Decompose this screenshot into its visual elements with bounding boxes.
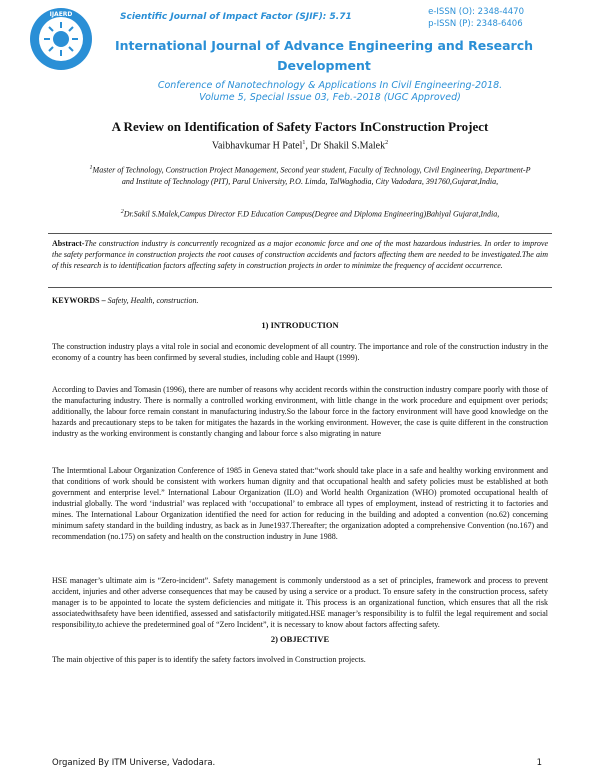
author-sep: , Dr Shakil S.Malek (305, 140, 386, 152)
abstract (52, 238, 548, 271)
journal-name (104, 36, 544, 76)
author-1-sup: 1 (302, 140, 306, 146)
aff-2-sup: 2 (120, 209, 124, 215)
page-number: 1 (536, 758, 542, 768)
sjif-impact-factor: Scientific Journal of Impact Factor (SJIF): 5.71 (120, 12, 352, 22)
issn-block (428, 6, 524, 30)
keywords-text: Safety, Health, construction. (105, 296, 199, 305)
aff-1-text: Master of Technology, Construction Project Management, Second year student, Faculty of Technology, Civil Engineering, Department-P and Institute of Technology (PIT), Parul University, P.O. Limda, TalWaghodia, City Vadodara, 391760,Gujarat,India, (92, 165, 531, 186)
intro-paragraph-1: The construction industry plays a vital role in social and economic development of all country. The importance and role of the construction industry in the economy of a country has been confirmed by several studies, including coble and Haupt (1999). (52, 342, 548, 362)
author-1: Vaibhavkumar H Patel (211, 140, 303, 152)
aff-2-text: Dr.Sakil S.Malek,Campus Director F.D Education Campus(Degree and Diploma Engineering)Bahiyal Gujarat,India, (123, 209, 500, 219)
conference-line1: Conference of Nanotechnology & Applications In Civil Engineering-2018. (157, 80, 503, 91)
section-heading-objective: 2) OBJECTIVE (270, 634, 330, 644)
journal-logo (28, 6, 94, 72)
keywords-label: KEYWORDS – (52, 296, 106, 305)
intro-paragraph-2: According to Davies and Tomasin (1996), there are number of reasons why accident records within the construction industry compare poorly with those of the manufacturing industry. There is normally a controlled working environment, with little change in the work procedure and equipment over periods; additionally, the labour force remain constant in manufacturing industry.So the labour force in the factory environment will have good knowledge on the hazards and precautionary steps to be taken for mitigates the hazards in the working environment. However, the case is quite different in the construction industry as the working environment is constantly changing and labour force s also migrating in nature (52, 385, 548, 438)
abstract-text: The construction industry is concurrently recognized as a major economic force and one of the most hazardous industries. In order to improve the safety performance in construction projects the root causes of construction accidents and factors affecting them are needed to be investigated.The aim of this research is to identification factors affecting safety in construction projects in order to minimize the frequency of accident occurrence. (52, 239, 548, 270)
journal-name-line1: International Journal of Advance Engineering and Research (114, 38, 534, 53)
intro-paragraph-4: HSE manager’s ultimate aim is “Zero-incident”. Safety management is commonly understood as a set of principles, framework and process to prevent accident, injuries and other adverse consequences that may be caused by using a service or a product. To ensure safety in the construction process, safety manager is to be appointed to locate the system deficiencies and mitigate it. This process is an organizational function, which ensures that all the risk associatedwithsafety have been identified, assessed and satisfactorily mitigated.HSE manager’s responsibility is to fulfil the legal requirement and social responsibility,to achieve the predetermined goal of “Zero Incident”, it is necessary to know about factors affecting safety. (52, 576, 548, 629)
conference-info (100, 80, 560, 104)
author-2-sup: 2 (385, 140, 389, 146)
divider-top (48, 233, 552, 234)
eissn: e-ISSN (O): 2348-4470 (428, 7, 524, 17)
keywords (52, 296, 548, 305)
journal-name-line2: Development (277, 58, 371, 73)
intro-paragraph-3: The Intermtional Labour Organization Conference of 1985 in Geneva stated that:“work should take place in a safe and healthy working environment and that conditions of work should be consistent with workers human dignity and that occupational health and safety policies must be established at both government and enterprise level.” International Labour Organization (ILO) and World health Organization (WHO) promoted occupational health of industrial globally. The word ‘industrial’ was replaced with ‘occupational’ to embrace all types of employment, instead of restricting it to factories and mines. The International Labour Organization identified the need for action for reducing in the building and adopted a convention (no.62) concerning minimum safety standard in the building industry, as back as in June1937.Thereafter; the organization adopted a comprehensive Convention (no.167) and recommendation (no.175) on safety and health on the construction industry in June 1988. (52, 466, 548, 541)
aff-1-sup: 1 (89, 165, 93, 171)
divider-bottom (48, 287, 552, 288)
objective-paragraph: The main objective of this paper is to identify the safety factors involved in Construction projects. (52, 655, 366, 664)
authors (0, 140, 600, 151)
abstract-label: Abstract- (52, 239, 85, 248)
affiliation-2 (85, 207, 535, 220)
section-heading-introduction: 1) INTRODUCTION (261, 320, 339, 330)
pissn: p-ISSN (P): 2348-6406 (428, 19, 523, 29)
footer-organizer: Organized By ITM Universe, Vadodara. (52, 758, 216, 768)
paper-title: A Review on Identification of Safety Factors InConstruction Project (111, 119, 489, 134)
affiliation-1 (85, 163, 535, 187)
conference-line2: Volume 5, Special Issue 03, Feb.-2018 (UGC Approved) (199, 92, 461, 103)
logo-text: IJAERD (49, 11, 73, 18)
